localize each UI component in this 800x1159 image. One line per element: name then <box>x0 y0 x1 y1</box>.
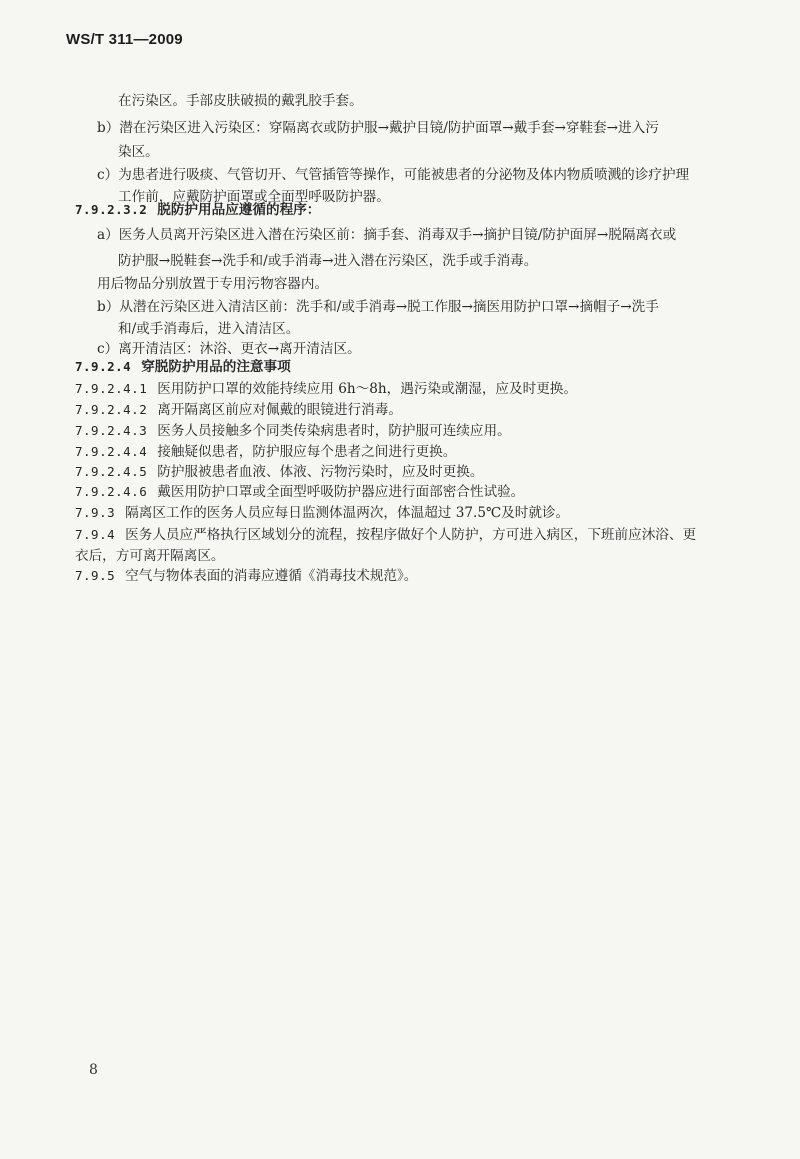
clause-text: 接触疑似患者，防护服应每个患者之间进行更换。 <box>157 444 457 460</box>
text-line <box>97 226 676 244</box>
clause-line <box>75 380 577 398</box>
clause-text: 戴医用防护口罩或全面型呼吸防护器应进行面部密合性试验。 <box>157 484 525 500</box>
clause-text: 医务人员接触多个同类传染病患者时，防护服可连续应用。 <box>157 423 511 439</box>
clause-text: 穿脱防护用品的注意事项 <box>141 359 291 375</box>
clause-number: 7.9.4 <box>75 527 116 542</box>
clause-text: 用后物品分别放置于专用污物容器内。 <box>97 276 329 292</box>
clause-text: 和/或手消毒后，进入清洁区。 <box>118 321 300 337</box>
clause-text: 脱防护用品应遵循的程序： <box>157 202 321 218</box>
clause-number: 7.9.2.4.1 <box>75 381 148 396</box>
text-line <box>118 143 159 161</box>
clause-text: 在污染区。手部皮肤破损的戴乳胶手套。 <box>118 93 363 109</box>
clause-line <box>75 358 291 376</box>
clause-text: 工作前，应戴防护面罩或全面型呼吸防护器。 <box>118 189 390 205</box>
clause-text: 隔离区工作的医务人员应每日监测体温两次，体温超过 37.5℃及时就诊。 <box>125 505 570 521</box>
clause-line <box>75 483 524 501</box>
text-line <box>75 547 225 565</box>
clause-number: 7.9.2.4 <box>75 359 132 374</box>
clause-number: 7.9.2.4.2 <box>75 402 148 417</box>
clause-text: 医用防护口罩的效能持续应用 6h～8h，遇污染或潮湿，应及时更换。 <box>157 381 577 397</box>
clause-line <box>75 443 456 461</box>
clause-text: c）离开清洁区：沐浴、更衣→离开清洁区。 <box>97 341 361 357</box>
clause-text: 衣后，方可离开隔离区。 <box>75 548 225 564</box>
clause-line <box>75 201 320 219</box>
clause-number: 7.9.3 <box>75 505 116 520</box>
clause-text: b）从潜在污染区进入清洁区前：洗手和/或手消毒→脱工作服→摘医用防护口罩→摘帽子→洗手 <box>97 299 659 315</box>
clause-text: a）医务人员离开污染区进入潜在污染区前：摘手套、消毒双手→摘护目镜/防护面屏→脱隔离衣或 <box>97 227 677 243</box>
clause-text: c）为患者进行吸痰、气管切开、气管插管等操作，可能被患者的分泌物及体内物质喷溅的诊疗护理 <box>97 167 690 183</box>
text-line <box>118 252 537 270</box>
clause-line <box>75 504 569 522</box>
clause-text: b）潜在污染区进入污染区：穿隔离衣或防护服→戴护目镜/防护面罩→戴手套→穿鞋套→进入污 <box>97 120 659 136</box>
clause-line <box>75 526 696 544</box>
text-line <box>97 166 689 184</box>
clause-number: 7.9.2.3.2 <box>75 202 148 217</box>
clause-text: 防护服被患者血液、体液、污物污染时，应及时更换。 <box>157 464 484 480</box>
clause-text: 空气与物体表面的消毒应遵循《消毒技术规范》。 <box>125 568 418 584</box>
clause-number: 7.9.2.4.3 <box>75 423 148 438</box>
clause-line <box>75 401 402 419</box>
clause-number: 7.9.2.4.5 <box>75 464 148 479</box>
clause-line <box>75 567 417 585</box>
clause-text: 防护服→脱鞋套→洗手和/或手消毒→进入潜在污染区，洗手或手消毒。 <box>118 253 538 269</box>
text-line <box>118 320 299 338</box>
clause-text: 离开隔离区前应对佩戴的眼镜进行消毒。 <box>157 402 402 418</box>
text-line <box>97 298 659 316</box>
clause-number: 7.9.2.4.4 <box>75 444 148 459</box>
text-line <box>97 340 361 358</box>
text-line <box>118 92 363 110</box>
text-line <box>97 119 659 137</box>
clause-text: 医务人员应严格执行区域划分的流程，按程序做好个人防护，方可进入病区，下班前应沐浴、更 <box>125 527 697 543</box>
clause-number: 7.9.5 <box>75 568 116 583</box>
clause-text: 染区。 <box>118 144 159 160</box>
text-line <box>97 275 328 293</box>
page-number: 8 <box>89 1062 98 1078</box>
clause-number: 7.9.2.4.6 <box>75 484 148 499</box>
clause-line <box>75 463 483 481</box>
clause-line <box>75 422 511 440</box>
standard-code-header: WS/T 311—2009 <box>66 31 183 48</box>
